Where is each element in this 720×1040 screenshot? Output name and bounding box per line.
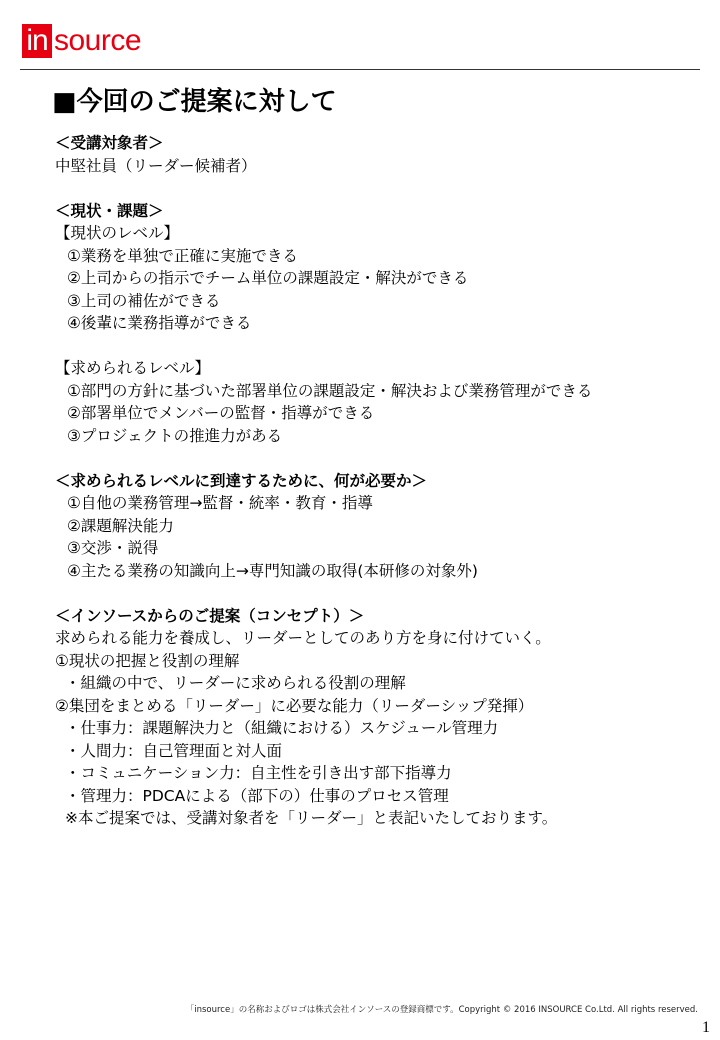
spacer xyxy=(55,335,705,358)
spacer xyxy=(55,582,705,605)
needs-item: ③交渉・説得 xyxy=(67,539,159,557)
needs-item: ①自他の業務管理→監督・統率・教育・指導 xyxy=(67,494,373,512)
required-level-item: ①部門の方針に基づいた部署単位の課題設定・解決および業務管理ができる xyxy=(67,381,593,400)
required-level-label: 【求められるレベル】 xyxy=(55,359,211,377)
concept-point-2-item: ・管理力：PDCAによる（部下の）仕事のプロセス管理 xyxy=(65,786,449,805)
current-level-label: 【現状のレベル】 xyxy=(55,224,180,242)
concept-heading: ＜インソースからのご提案（コンセプト）＞ xyxy=(55,606,365,625)
concept-point-1: ①現状の把握と役割の理解 xyxy=(55,651,240,670)
concept-point-2-item: ・人間力：自己管理面と対人面 xyxy=(65,741,283,760)
spacer xyxy=(55,177,705,200)
concept-point-2-item: ・コミュニケーション力：自主性を引き出す部下指導力 xyxy=(65,764,452,782)
target-text: 中堅社員（リーダー候補者） xyxy=(55,156,257,175)
needs-heading: ＜求められるレベルに到達するために、何が必要か＞ xyxy=(55,471,428,490)
concept-point-2: ②集団をまとめる「リーダー」に必要な能力（リーダーシップ発揮） xyxy=(55,696,534,715)
status-heading: ＜現状・課題＞ xyxy=(55,201,164,220)
logo-box: in xyxy=(22,24,52,58)
needs-item: ②課題解決能力 xyxy=(67,516,174,535)
logo-text: source xyxy=(54,24,142,57)
spacer xyxy=(55,447,705,470)
document-body xyxy=(55,132,705,830)
page-title: ■今回のご提案に対して xyxy=(52,87,337,117)
concept-point-2-item: ・仕事力：課題解決力と（組織における）スケジュール管理力 xyxy=(65,719,499,737)
required-level-item: ③プロジェクトの推進力がある xyxy=(67,426,283,445)
required-level-item: ②部署単位でメンバーの監督・指導ができる xyxy=(67,404,375,422)
current-level-item: ②上司からの指示でチーム単位の課題設定・解決ができる xyxy=(67,269,469,287)
current-level-item: ③上司の補佐ができる xyxy=(67,291,221,310)
concept-intro: 求められる能力を養成し、リーダーとしてのあり方を身に付けていく。 xyxy=(55,629,551,647)
concept-point-1-item: ・組織の中で、リーダーに求められる役割の理解 xyxy=(65,674,406,692)
footer-copyright: 「insource」の名称およびロゴは株式会社インソースの登録商標です。Copyright © 2016 INSOURCE Co.Ltd. All rights reserved. xyxy=(185,1005,698,1015)
needs-item: ④主たる業務の知識向上→専門知識の取得(本研修の対象外) xyxy=(67,561,478,580)
target-heading: ＜受講対象者＞ xyxy=(55,134,164,152)
page-number: 1 xyxy=(702,1019,710,1036)
header-divider xyxy=(20,69,700,70)
concept-note: ※本ご提案では、受講対象者を「リーダー」と表記いたしております。 xyxy=(65,809,558,827)
current-level-item: ④後輩に業務指導ができる xyxy=(67,314,252,332)
company-logo xyxy=(22,24,141,58)
current-level-item: ①業務を単独で正確に実施できる xyxy=(67,246,298,265)
